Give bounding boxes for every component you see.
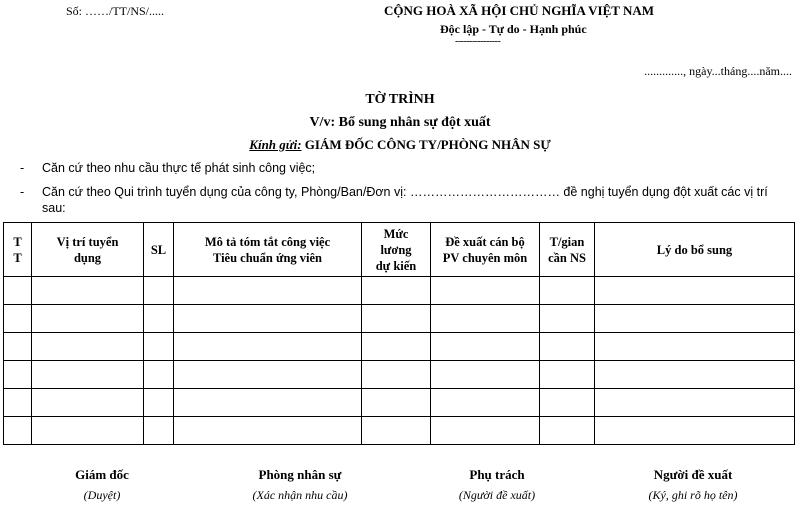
- table-cell: [174, 417, 362, 445]
- table-cell: [540, 361, 595, 389]
- table-cell: [540, 333, 595, 361]
- staffing-request-table: [3, 222, 795, 445]
- document-number: Số: ……/TT/NS/.....: [66, 4, 165, 18]
- table-cell: [431, 305, 540, 333]
- table-cell: [4, 361, 32, 389]
- column-header-salary: Mức lương dự kiến: [362, 223, 431, 277]
- signature-title-director: Giám đốc: [75, 467, 129, 482]
- basis-text-1: Căn cứ theo nhu cầu thực tế phát sinh công việc;: [42, 161, 316, 175]
- table-body: [4, 277, 795, 445]
- motto-underline: ----------------: [455, 36, 501, 47]
- signature-note-manager: (Người đề xuất): [458, 488, 536, 502]
- table-cell: [362, 333, 431, 361]
- basis-bullet-2: -: [20, 185, 25, 199]
- column-header-tt: T T: [4, 223, 32, 277]
- table-cell: [431, 333, 540, 361]
- column-header-description: Mô tả tóm tắt công việc Tiêu chuẩn ứng viên: [174, 223, 362, 277]
- table-cell: [144, 361, 174, 389]
- table-cell: [362, 361, 431, 389]
- table-cell: [362, 389, 431, 417]
- table-cell: [32, 333, 144, 361]
- table-cell: [362, 417, 431, 445]
- column-header-interviewer: Đề xuất cán bộ PV chuyên môn: [431, 223, 540, 277]
- date-line: ............., ngày...tháng....năm....: [644, 64, 792, 78]
- table-cell: [540, 389, 595, 417]
- basis-text-2-continuation: sau:: [42, 201, 66, 215]
- table-cell: [540, 305, 595, 333]
- column-header-reason: Lý do bổ sung: [595, 223, 795, 277]
- table-cell: [595, 277, 795, 305]
- national-motto: Độc lập - Tự do - Hạnh phúc: [440, 22, 587, 36]
- table-cell: [4, 305, 32, 333]
- basis-bullet-1: -: [20, 161, 25, 175]
- table-cell: [174, 333, 362, 361]
- table-cell: [431, 389, 540, 417]
- table-cell: [4, 333, 32, 361]
- table-cell: [144, 417, 174, 445]
- column-header-quantity: SL: [144, 223, 174, 277]
- table-cell: [362, 277, 431, 305]
- signature-note-hr: (Xác nhận nhu cầu): [252, 488, 348, 502]
- table-cell: [174, 305, 362, 333]
- table-row: [4, 361, 795, 389]
- table-cell: [595, 361, 795, 389]
- table-cell: [431, 417, 540, 445]
- table-cell: [362, 305, 431, 333]
- column-header-position: Vị trí tuyển dụng: [32, 223, 144, 277]
- column-header-time-needed: T/gian cần NS: [540, 223, 595, 277]
- table-cell: [4, 277, 32, 305]
- signature-title-hr: Phòng nhân sự: [258, 467, 342, 482]
- table-cell: [540, 417, 595, 445]
- table-cell: [144, 333, 174, 361]
- recipient-label: Kính gửi:: [249, 137, 302, 152]
- table-cell: [144, 277, 174, 305]
- recipient-line: [0, 137, 800, 153]
- table-cell: [32, 361, 144, 389]
- table-cell: [4, 417, 32, 445]
- table-cell: [32, 277, 144, 305]
- signature-title-proposer: Người đề xuất: [653, 467, 733, 482]
- table-cell: [32, 417, 144, 445]
- signature-note-director: (Duyệt): [83, 488, 121, 502]
- document-subject: V/v: Bổ sung nhân sự đột xuất: [309, 115, 491, 130]
- table-row: [4, 305, 795, 333]
- table-cell: [144, 389, 174, 417]
- table-cell: [4, 389, 32, 417]
- table-cell: [431, 277, 540, 305]
- table-row: [4, 277, 795, 305]
- signature-title-manager: Phụ trách: [469, 467, 525, 482]
- table-cell: [174, 277, 362, 305]
- table-cell: [32, 389, 144, 417]
- basis-text-2: Căn cứ theo Qui trình tuyển dụng của công ty, Phòng/Ban/Đơn vị: ……………………………… đề nghị tuyển dụng đột xuất các vị trí: [42, 185, 768, 199]
- table-row: [4, 389, 795, 417]
- signature-note-proposer: (Ký, ghi rõ họ tên): [648, 488, 738, 502]
- table-row: [4, 333, 795, 361]
- table-cell: [595, 389, 795, 417]
- table-cell: [540, 277, 595, 305]
- table-cell: [144, 305, 174, 333]
- recipient-value: GIÁM ĐỐC CÔNG TY/PHÒNG NHÂN SỰ: [304, 137, 551, 152]
- table-cell: [174, 389, 362, 417]
- table-cell: [595, 417, 795, 445]
- table-cell: [32, 305, 144, 333]
- table-cell: [174, 361, 362, 389]
- table-header-row: [4, 223, 795, 277]
- table-cell: [431, 361, 540, 389]
- table-cell: [595, 333, 795, 361]
- table-cell: [595, 305, 795, 333]
- document-title: TỜ TRÌNH: [365, 92, 435, 107]
- national-title: CỘNG HOÀ XÃ HỘI CHỦ NGHĨA VIỆT NAM: [384, 3, 655, 18]
- table-row: [4, 417, 795, 445]
